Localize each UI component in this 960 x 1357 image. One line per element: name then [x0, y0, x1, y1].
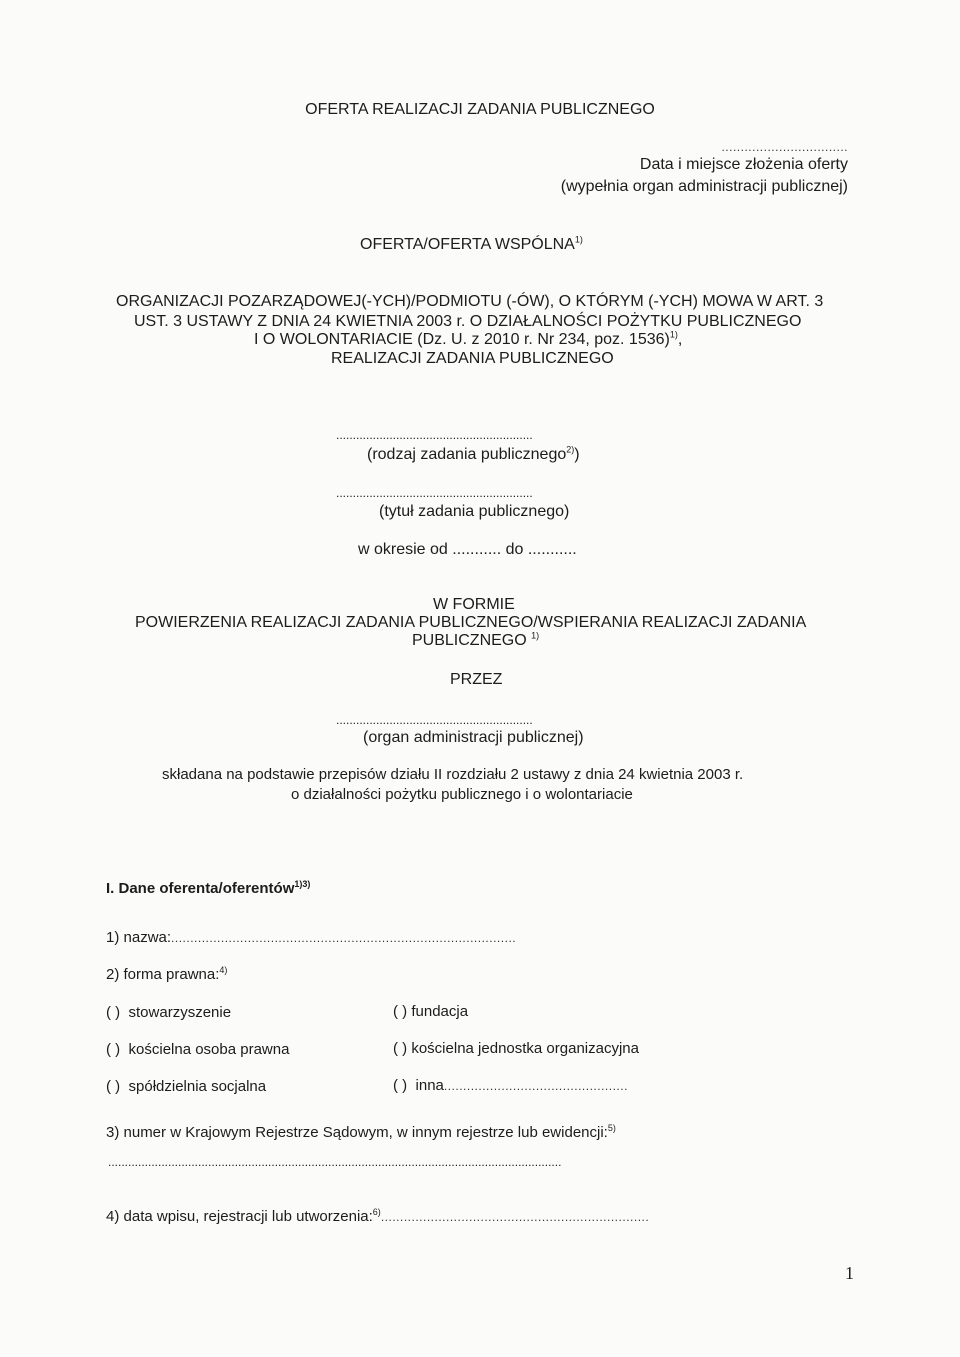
registration-date-field[interactable] — [106, 1208, 649, 1225]
checkbox[interactable]: ( ) — [106, 1004, 121, 1021]
date-place-block — [561, 140, 848, 198]
task-title-dots[interactable]: ........................................................... — [336, 486, 533, 500]
organization-heading-line2: UST. 3 USTAWY Z DNIA 24 KWIETNIA 2003 r. O DZIAŁALNOŚCI POŻYTKU PUBLICZNEGO — [134, 313, 802, 330]
option-stowarzyszenie[interactable]: ( ) stowarzyszenie — [106, 1004, 232, 1021]
option-spoldzielnia-socjalna[interactable]: ( ) spółdzielnia socjalna — [106, 1078, 267, 1095]
form-footnote: 1) — [531, 630, 540, 641]
authority-dots[interactable]: ........................................................... — [336, 713, 533, 727]
offer-type-heading — [360, 236, 583, 254]
document-title: OFERTA REALIZACJI ZADANIA PUBLICZNEGO — [305, 101, 655, 118]
registry-footnote: 5) — [607, 1123, 616, 1133]
name-dots[interactable]: .......................................................................................... — [171, 931, 517, 945]
option-inna[interactable]: ( ) inna................................................ — [393, 1077, 628, 1094]
registry-dots[interactable]: ........................................................................................................................................ — [108, 1155, 562, 1169]
name-field[interactable] — [106, 929, 516, 946]
by-label: PRZEZ — [450, 671, 503, 688]
form-heading: W FORMIE — [433, 596, 515, 613]
section1-title: I. Dane oferenta/oferentów$^{1)3)}$ — [106, 879, 311, 897]
task-title-label: (tytuł zadania publicznego) — [379, 503, 570, 520]
legal-form-label: 2) forma prawna:$^{4)}$ — [106, 965, 228, 983]
option-fundacja[interactable]: ( ) fundacja — [393, 1003, 469, 1020]
registration-date-dots[interactable]: ...................................................................... — [380, 1210, 650, 1224]
registration-date-footnote: 6) — [372, 1207, 381, 1217]
checkbox[interactable]: ( ) — [393, 1003, 408, 1020]
inna-dots[interactable]: ................................................ — [443, 1079, 628, 1093]
line3-footnote: 1) — [669, 329, 678, 340]
form-line1: POWIERZENIA REALIZACJI ZADANIA PUBLICZNEGO/WSPIERANIA REALIZACJI ZADANIA — [135, 614, 807, 631]
offer-type-footnote: 1) — [574, 234, 583, 245]
page-number: 1 — [845, 1263, 854, 1283]
legal-form-footnote: 4) — [219, 965, 228, 975]
legal-basis-line2: o działalności pożytku publicznego i o wolontariacie — [291, 786, 633, 803]
legal-basis-line1: składana na podstawie przepisów działu II rozdziału 2 ustawy z dnia 24 kwietnia 2003 r. — [162, 766, 744, 783]
date-place-note: (wypełnia organ administracji publicznej) — [560, 178, 848, 195]
period-line[interactable]: w okresie od ........... do ........... — [358, 541, 577, 558]
organization-heading-line4: REALIZACJI ZADANIA PUBLICZNEGO — [331, 350, 614, 367]
registry-label: 3) numer w Krajowym Rejestrze Sądowym, w innym rejestrze lub ewidencji:$^{5)}$ — [106, 1123, 616, 1141]
checkbox[interactable]: ( ) — [393, 1040, 408, 1057]
option-koscielna-osoba-prawna[interactable]: ( ) kościelna osoba prawna — [106, 1041, 290, 1058]
checkbox[interactable]: ( ) — [393, 1077, 408, 1094]
form-line2: PUBLICZNEGO $^{1)}$ — [412, 630, 540, 649]
section1-footnote: 1)3) — [294, 879, 311, 889]
date-place-dots[interactable]: ................................. — [721, 140, 848, 154]
option-koscielna-jednostka[interactable]: ( ) kościelna jednostka organizacyjna — [393, 1040, 639, 1057]
name-label: 1) nazwa: — [106, 929, 172, 946]
checkbox[interactable]: ( ) — [106, 1078, 121, 1095]
task-type-label: (rodzaj zadania publicznego$^{2)}$) — [367, 444, 580, 463]
organization-heading-line1: ORGANIZACJI POZARZĄDOWEJ(-YCH)/PODMIOTU (-ÓW), O KTÓRYM (-YCH) MOWA W ART. 3 — [116, 293, 824, 310]
registration-date-label: 4) data wpisu, rejestracji lub utworzenia: — [106, 1208, 373, 1225]
offer-type-text: OFERTA/OFERTA WSPÓLNA — [360, 236, 575, 253]
organization-heading-line3: I O WOLONTARIACIE (Dz. U. z 2010 r. Nr 234, poz. 1536)$^{1)}$, — [254, 329, 683, 348]
task-type-dots[interactable]: ........................................................... — [336, 428, 533, 442]
checkbox[interactable]: ( ) — [106, 1041, 121, 1058]
date-place-label: Data i miejsce złożenia oferty — [639, 156, 848, 173]
task-type-footnote: 2) — [566, 444, 575, 455]
authority-label: (organ administracji publicznej) — [363, 729, 584, 746]
